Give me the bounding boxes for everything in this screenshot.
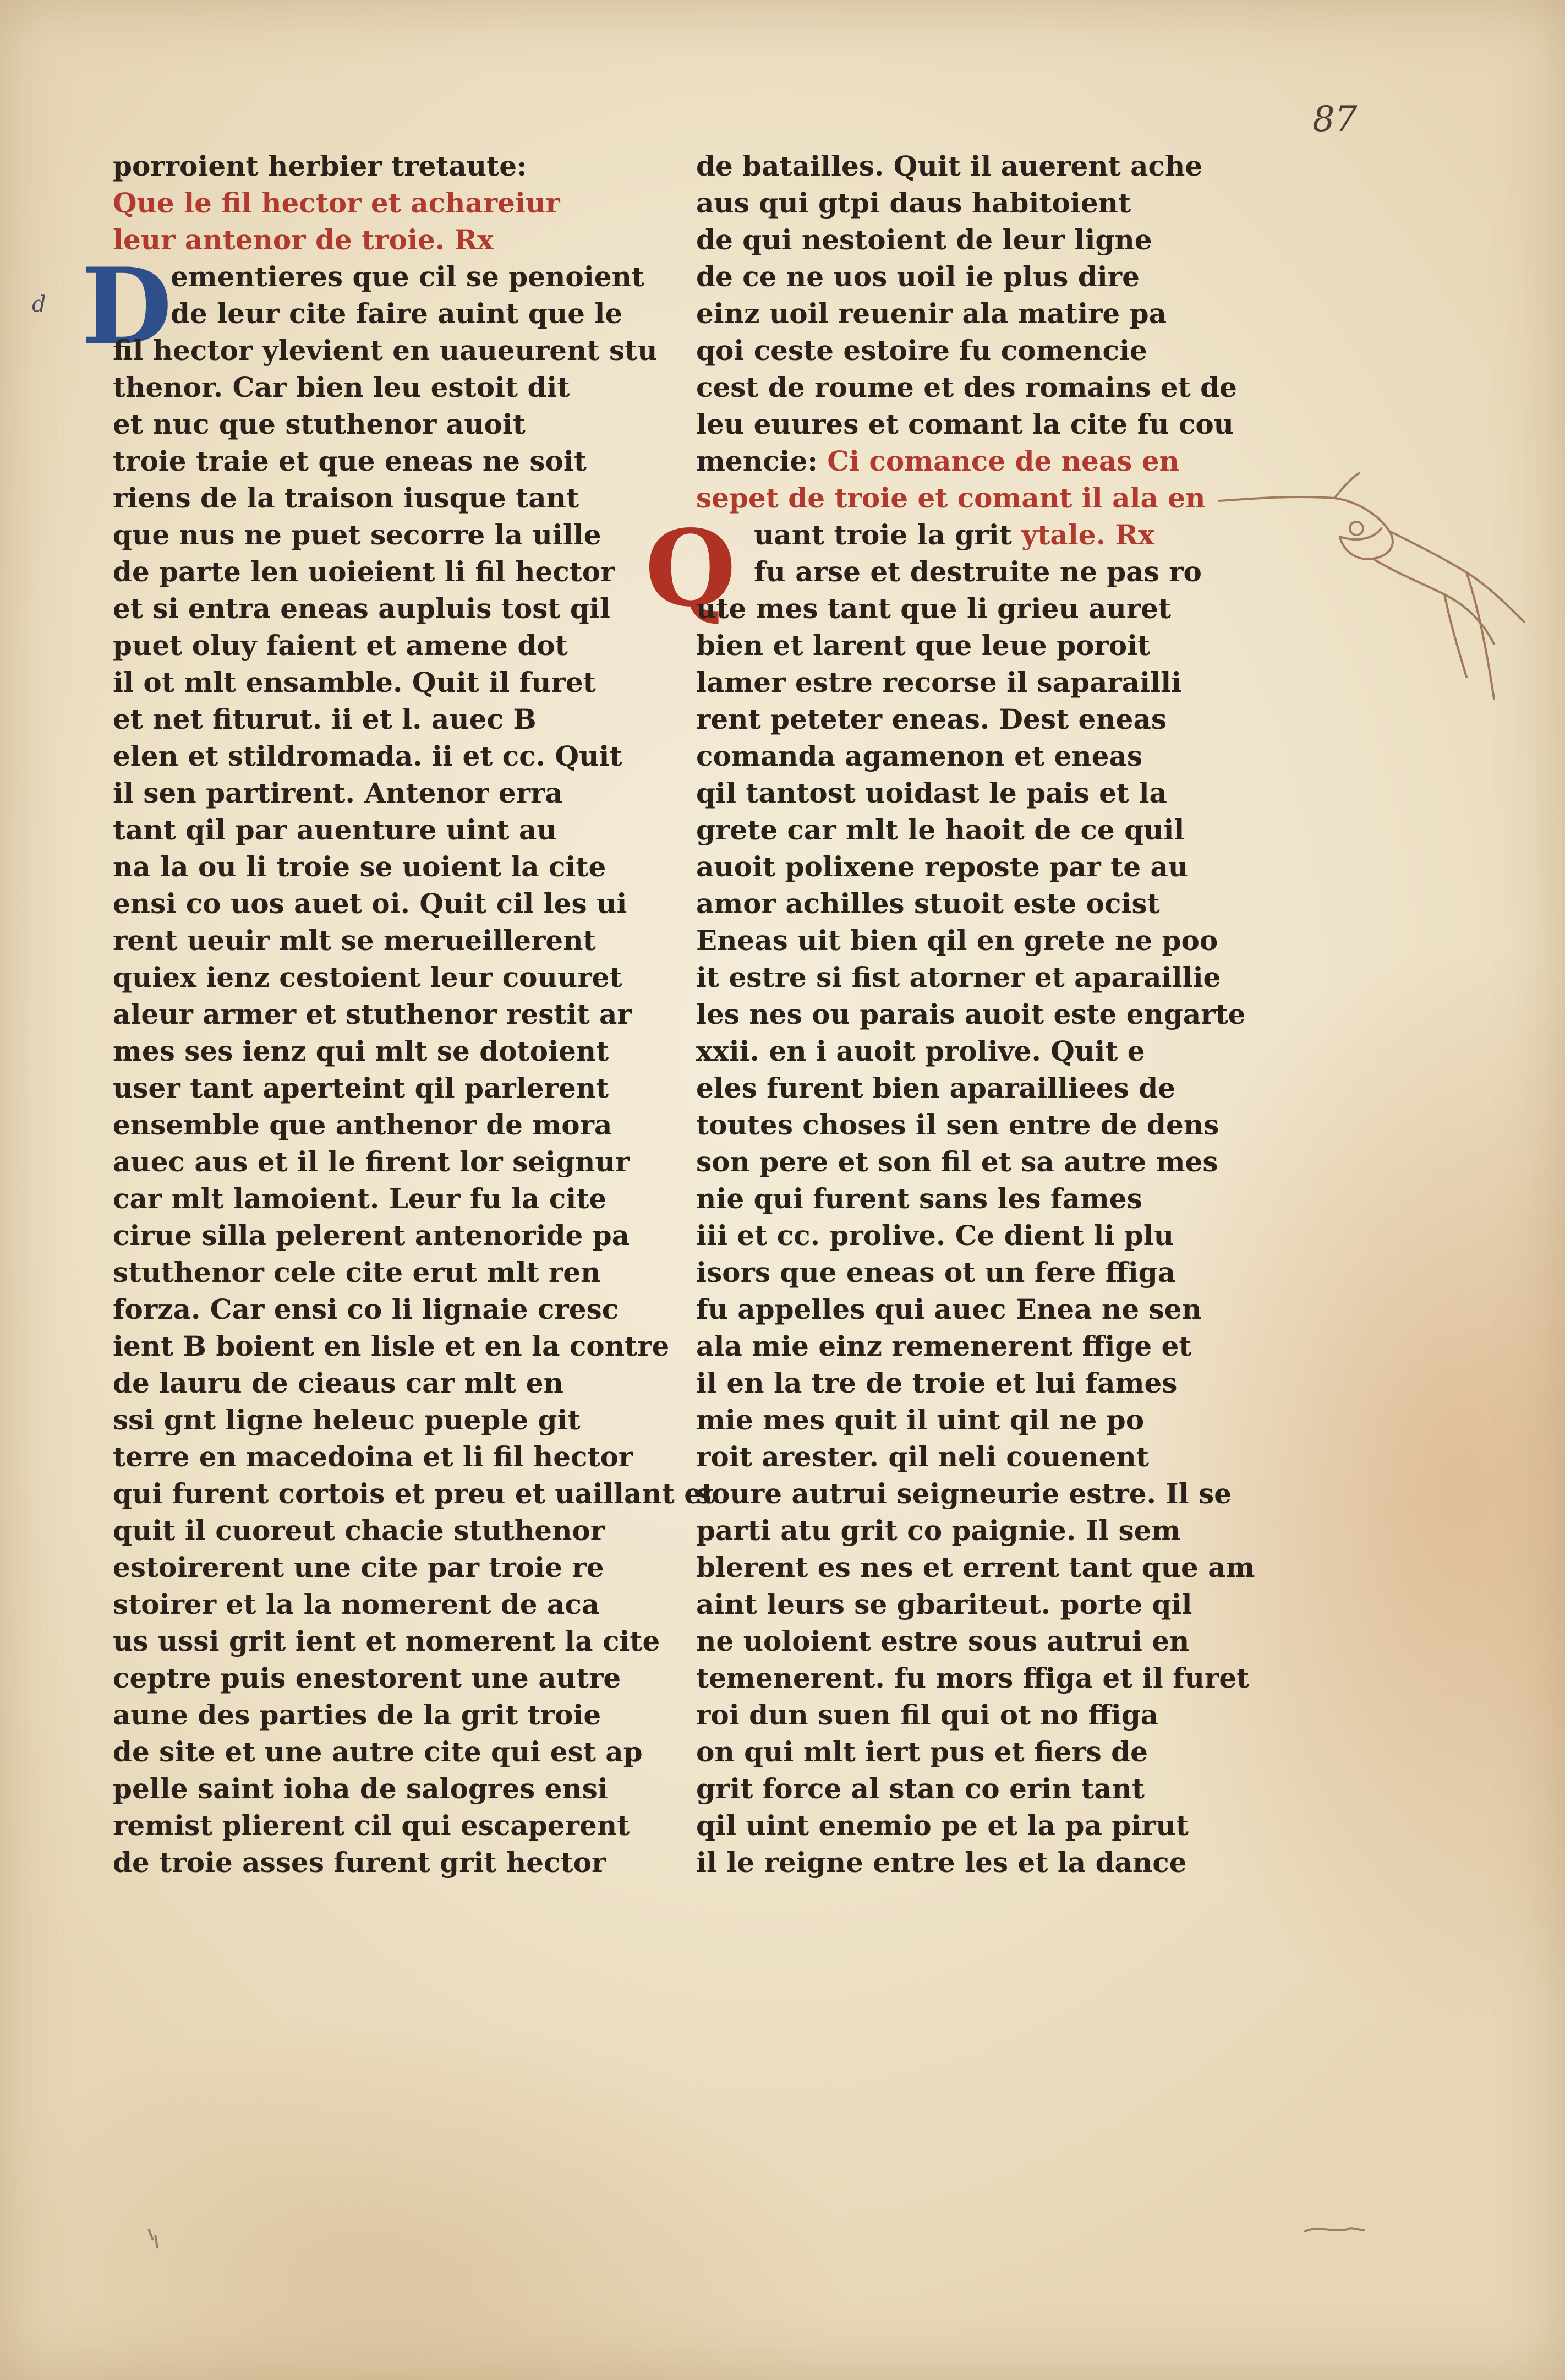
margin-scribble-icon	[143, 2224, 165, 2257]
text-line	[113, 1401, 641, 1438]
text-line-content: ient B boient en lisle et en la contre	[113, 1330, 670, 1362]
text-line-content: de leur cite faire auint que le	[171, 297, 623, 330]
text-line	[113, 1364, 641, 1401]
text-line	[113, 1106, 641, 1143]
text-line	[696, 664, 1246, 701]
text-line	[696, 1844, 1246, 1881]
text-line-content: iii et cc. prolive. Ce dient li plu	[696, 1219, 1174, 1252]
text-line-content: ensi co uos auet oi. Quit cil les ui	[113, 887, 627, 920]
text-line	[113, 479, 641, 516]
text-line-content: aune des parties de la grit troie	[113, 1699, 601, 1731]
text-line	[113, 1512, 641, 1549]
text-line-content: ensemble que anthenor de mora	[113, 1109, 612, 1141]
text-line	[696, 1180, 1246, 1217]
text-line-content: terre en macedoina et li fil hector	[113, 1440, 633, 1473]
text-line-content: pelle saint ioha de salogres ensi	[113, 1772, 608, 1805]
text-line-content: mes ses ienz qui mlt se dotoient	[113, 1035, 609, 1067]
text-line-content: porroient herbier tretaute:	[113, 150, 527, 182]
text-line-content: car mlt lamoient. Leur fu la cite	[113, 1182, 607, 1215]
text-line-content: que nus ne puet secorre la uille	[113, 518, 601, 551]
text-line	[113, 1143, 641, 1180]
text-line	[696, 1033, 1246, 1069]
text-line-content: ssi gnt ligne heleuc pueple git	[113, 1404, 581, 1436]
text-line	[696, 221, 1246, 258]
text-line-content: qui furent cortois et preu et uaillant et	[113, 1477, 715, 1510]
text-line	[696, 406, 1246, 443]
text-line	[113, 1770, 641, 1807]
text-line-content: isors que eneas ot un fere ffiga	[696, 1256, 1176, 1289]
text-line	[696, 1586, 1246, 1623]
text-line	[696, 1660, 1250, 1696]
text-line-content: rent peteter eneas. Dest eneas	[696, 703, 1167, 735]
text-line-content: remist plierent cil qui escaperent	[113, 1809, 630, 1842]
text-line	[113, 443, 641, 479]
text-line-content: fil hector ylevient en uaueurent stu	[113, 334, 658, 367]
text-line-content: aint leurs se gbariteut. porte qil	[696, 1588, 1192, 1620]
text-line	[696, 479, 1246, 516]
text-line-content: xxii. en i auoit prolive. Quit e	[696, 1035, 1145, 1067]
text-line	[696, 1733, 1246, 1770]
text-line-content: user tant aperteint qil parlerent	[113, 1072, 609, 1104]
text-line-content: aleur armer et stuthenor restit ar	[113, 998, 632, 1030]
text-line	[696, 959, 1246, 996]
text-line	[696, 1291, 1246, 1328]
text-line-content: einz uoil reuenir ala matire pa	[696, 297, 1167, 330]
text-line	[696, 1328, 1246, 1364]
text-line	[696, 811, 1246, 848]
text-line-content: fu appelles qui auec Enea ne sen	[696, 1293, 1202, 1325]
text-line	[113, 1549, 641, 1586]
text-line-content: de parte len uoieient li fil hector	[113, 555, 615, 588]
text-line	[113, 1733, 641, 1770]
text-line-content: temenerent. fu mors ffiga et il furet	[696, 1662, 1250, 1694]
text-line-content: soure autrui seigneurie estre. Il se	[696, 1477, 1232, 1510]
text-line	[113, 738, 641, 774]
text-line-content: aus qui gtpi daus habitoient	[696, 187, 1131, 219]
text-line-content: leur antenor de troie. Rx	[113, 223, 494, 256]
text-line-content: amor achilles stuoit este ocist	[696, 887, 1160, 920]
text-line-content: nie qui furent sans les fames	[696, 1182, 1142, 1215]
text-line	[113, 295, 641, 332]
text-line	[696, 774, 1246, 811]
text-line-content: it estre si fist atorner et aparaillie	[696, 961, 1221, 994]
text-line	[696, 184, 1246, 221]
text-line-content: de troie asses furent grit hector	[113, 1846, 606, 1879]
text-line-content: riens de la traison iusque tant	[113, 482, 579, 514]
text-line	[113, 258, 644, 295]
text-line	[696, 332, 1246, 369]
text-line	[113, 664, 641, 701]
text-line-content: grete car mlt le haoit de ce quil	[696, 814, 1185, 846]
text-line	[696, 1069, 1246, 1106]
text-line-content: Que le fil hector et achareiur	[113, 187, 560, 219]
text-line	[696, 258, 1246, 295]
text-line	[696, 516, 1246, 553]
text-line	[113, 627, 641, 664]
text-line-content: de qui nestoient de leur ligne	[696, 223, 1152, 256]
text-column-left	[113, 148, 715, 1881]
rubric-text: Ci comance de neas en	[817, 445, 1179, 477]
text-line	[113, 701, 641, 738]
text-line	[113, 1844, 641, 1881]
text-line	[696, 1401, 1246, 1438]
text-line	[113, 221, 641, 258]
text-line-content: stoirer et la la nomerent de aca	[113, 1588, 600, 1620]
text-line	[113, 553, 641, 590]
text-line	[696, 848, 1246, 885]
text-line-content: de site et une autre cite qui est ap	[113, 1735, 643, 1768]
margin-guide-letter: d	[32, 292, 46, 317]
text-line	[113, 1291, 641, 1328]
text-line-content: na la ou li troie se uoient la cite	[113, 850, 606, 883]
text-line-content: quiex ienz cestoient leur couuret	[113, 961, 622, 994]
text-line	[113, 1069, 641, 1106]
text-line-content: rent ueuir mlt se merueillerent	[113, 924, 596, 957]
text-line-content: blerent es nes et errent tant que am	[696, 1551, 1255, 1584]
text-line	[113, 1586, 641, 1623]
text-line-content: thenor. Car bien leu estoit dit	[113, 371, 570, 403]
text-line-content: mencie:	[696, 445, 818, 477]
text-line	[696, 738, 1246, 774]
text-line	[696, 1696, 1246, 1733]
text-line-content: grit force al stan co erin tant	[696, 1772, 1145, 1805]
text-column-right	[696, 148, 1255, 1881]
text-line	[696, 148, 1246, 184]
text-line-content: comanda agamenon et eneas	[696, 740, 1142, 772]
text-line-content: qil tantost uoidast le pais et la	[696, 777, 1167, 809]
text-line-content: qil uint enemio pe et la pa pirut	[696, 1809, 1189, 1842]
rubric-text: ytale. Rx	[1011, 518, 1154, 551]
text-line	[696, 1549, 1255, 1586]
text-line-content: roit arester. qil neli couenent	[696, 1440, 1149, 1473]
text-line-content: toutes choses il sen entre de dens	[696, 1109, 1219, 1141]
text-line	[113, 1438, 641, 1475]
text-line	[113, 1696, 641, 1733]
text-line	[113, 1807, 641, 1844]
text-line-content: les nes ou parais auoit este engarte	[696, 998, 1246, 1030]
text-line-content: mie mes quit il uint qil ne po	[696, 1404, 1145, 1436]
text-line-content: et si entra eneas aupluis tost qil	[113, 592, 610, 625]
text-line-content: leu euures et comant la cite fu cou	[696, 408, 1234, 440]
text-line-content: cirue silla pelerent antenoride pa	[113, 1219, 630, 1252]
text-line	[113, 369, 641, 406]
text-line	[696, 922, 1246, 959]
text-line	[113, 1254, 641, 1291]
text-line-content: troie traie et que eneas ne soit	[113, 445, 587, 477]
text-line-content: forza. Car ensi co li lignaie cresc	[113, 1293, 619, 1325]
text-line-content: ne uoloient estre sous autrui en	[696, 1625, 1190, 1657]
text-line-content: lamer estre recorse il saparailli	[696, 666, 1182, 698]
text-line-content: cest de roume et des romains et de	[696, 371, 1237, 403]
text-line	[696, 1475, 1246, 1512]
text-line	[113, 1328, 670, 1364]
text-line	[113, 406, 641, 443]
text-line-content: ementieres que cil se penoient	[171, 260, 644, 293]
text-line	[113, 1660, 641, 1696]
text-line	[696, 1217, 1246, 1254]
text-line	[113, 184, 641, 221]
manicule-icon	[1208, 468, 1527, 705]
text-line-content: elen et stildromada. ii et cc. Quit	[113, 740, 622, 772]
text-line-content: puet oluy faient et amene dot	[113, 629, 568, 662]
text-line	[696, 885, 1246, 922]
folio-number: 87	[1312, 99, 1358, 140]
text-line-content: sepet de troie et comant il ala en	[696, 482, 1206, 514]
text-line	[113, 1623, 660, 1660]
text-line	[696, 443, 1246, 479]
text-line-content: de ce ne uos uoil ie plus dire	[696, 260, 1140, 293]
text-line	[113, 1475, 715, 1512]
text-line	[696, 369, 1246, 406]
text-line-content: il ot mlt ensamble. Quit il furet	[113, 666, 596, 698]
text-line	[696, 1106, 1246, 1143]
text-line-content: on qui mlt iert pus et fiers de	[696, 1735, 1148, 1768]
text-line	[113, 148, 641, 184]
text-line-content: son pere et son fil et sa autre mes	[696, 1145, 1218, 1178]
text-line-content: auoit polixene reposte par te au	[696, 850, 1189, 883]
text-line	[113, 959, 641, 996]
text-line-content: bien et larent que leue poroit	[696, 629, 1151, 662]
text-line	[696, 996, 1246, 1033]
text-line-content: fu arse et destruite ne pas ro	[754, 555, 1202, 588]
text-line-content: parti atu grit co paignie. Il sem	[696, 1514, 1181, 1547]
text-line	[696, 1512, 1246, 1549]
text-line	[113, 516, 641, 553]
text-line-content: et net fiturut. ii et l. auec B	[113, 703, 537, 735]
text-line	[113, 996, 641, 1033]
text-line-content: ceptre puis enestorent une autre	[113, 1662, 621, 1694]
text-line-content: uant troie la grit	[754, 518, 1012, 551]
text-line-content: tant qil par auenture uint au	[113, 814, 557, 846]
text-line-content: quit il cuoreut chacie stuthenor	[113, 1514, 605, 1547]
text-line	[113, 885, 641, 922]
decorated-initial-red: Q	[645, 507, 736, 630]
text-line-content: stuthenor cele cite erut mlt ren	[113, 1256, 601, 1289]
text-line-content: qoi ceste estoire fu comencie	[696, 334, 1147, 367]
text-line	[696, 295, 1246, 332]
text-line	[113, 811, 641, 848]
text-line-content: eles furent bien aparailliees de	[696, 1072, 1175, 1104]
text-line	[696, 1438, 1246, 1475]
decorated-initial-blue: D	[81, 245, 172, 368]
text-line-content: estoirerent une cite par troie re	[113, 1551, 604, 1584]
text-line	[696, 1770, 1246, 1807]
text-line-content: et nuc que stuthenor auoit	[113, 408, 526, 440]
text-line	[113, 1217, 641, 1254]
text-line-content: us ussi grit ient et nomerent la cite	[113, 1625, 660, 1657]
text-line-content: de lauru de cieaus car mlt en	[113, 1367, 563, 1399]
text-line-content: de batailles. Quit il auerent ache	[696, 150, 1203, 182]
text-line-content: il sen partirent. Antenor erra	[113, 777, 563, 809]
text-line-content: il le reigne entre les et la dance	[696, 1846, 1187, 1879]
text-line	[696, 1623, 1246, 1660]
text-line	[113, 590, 641, 627]
text-line-content: il en la tre de troie et lui fames	[696, 1367, 1178, 1399]
text-line	[113, 848, 641, 885]
text-line	[113, 774, 641, 811]
text-line-content: ala mie einz remenerent ffige et	[696, 1330, 1192, 1362]
text-line	[696, 1807, 1246, 1844]
text-line	[696, 1254, 1246, 1291]
text-line	[113, 1180, 641, 1217]
text-line	[113, 1033, 641, 1069]
margin-scribble-icon	[1301, 2218, 1367, 2240]
text-line-content: Eneas uit bien qil en grete ne poo	[696, 924, 1218, 957]
text-line	[113, 332, 658, 369]
text-line	[696, 701, 1246, 738]
text-line-content: ute mes tant que li grieu auret	[696, 592, 1172, 625]
text-line	[696, 1364, 1246, 1401]
text-line	[696, 1143, 1246, 1180]
text-line-content: auec aus et il le firent lor seignur	[113, 1145, 630, 1178]
text-line	[696, 627, 1246, 664]
text-line	[696, 590, 1246, 627]
text-line	[113, 922, 641, 959]
text-line	[696, 553, 1246, 590]
text-line-content: roi dun suen fil qui ot no ffiga	[696, 1699, 1159, 1731]
